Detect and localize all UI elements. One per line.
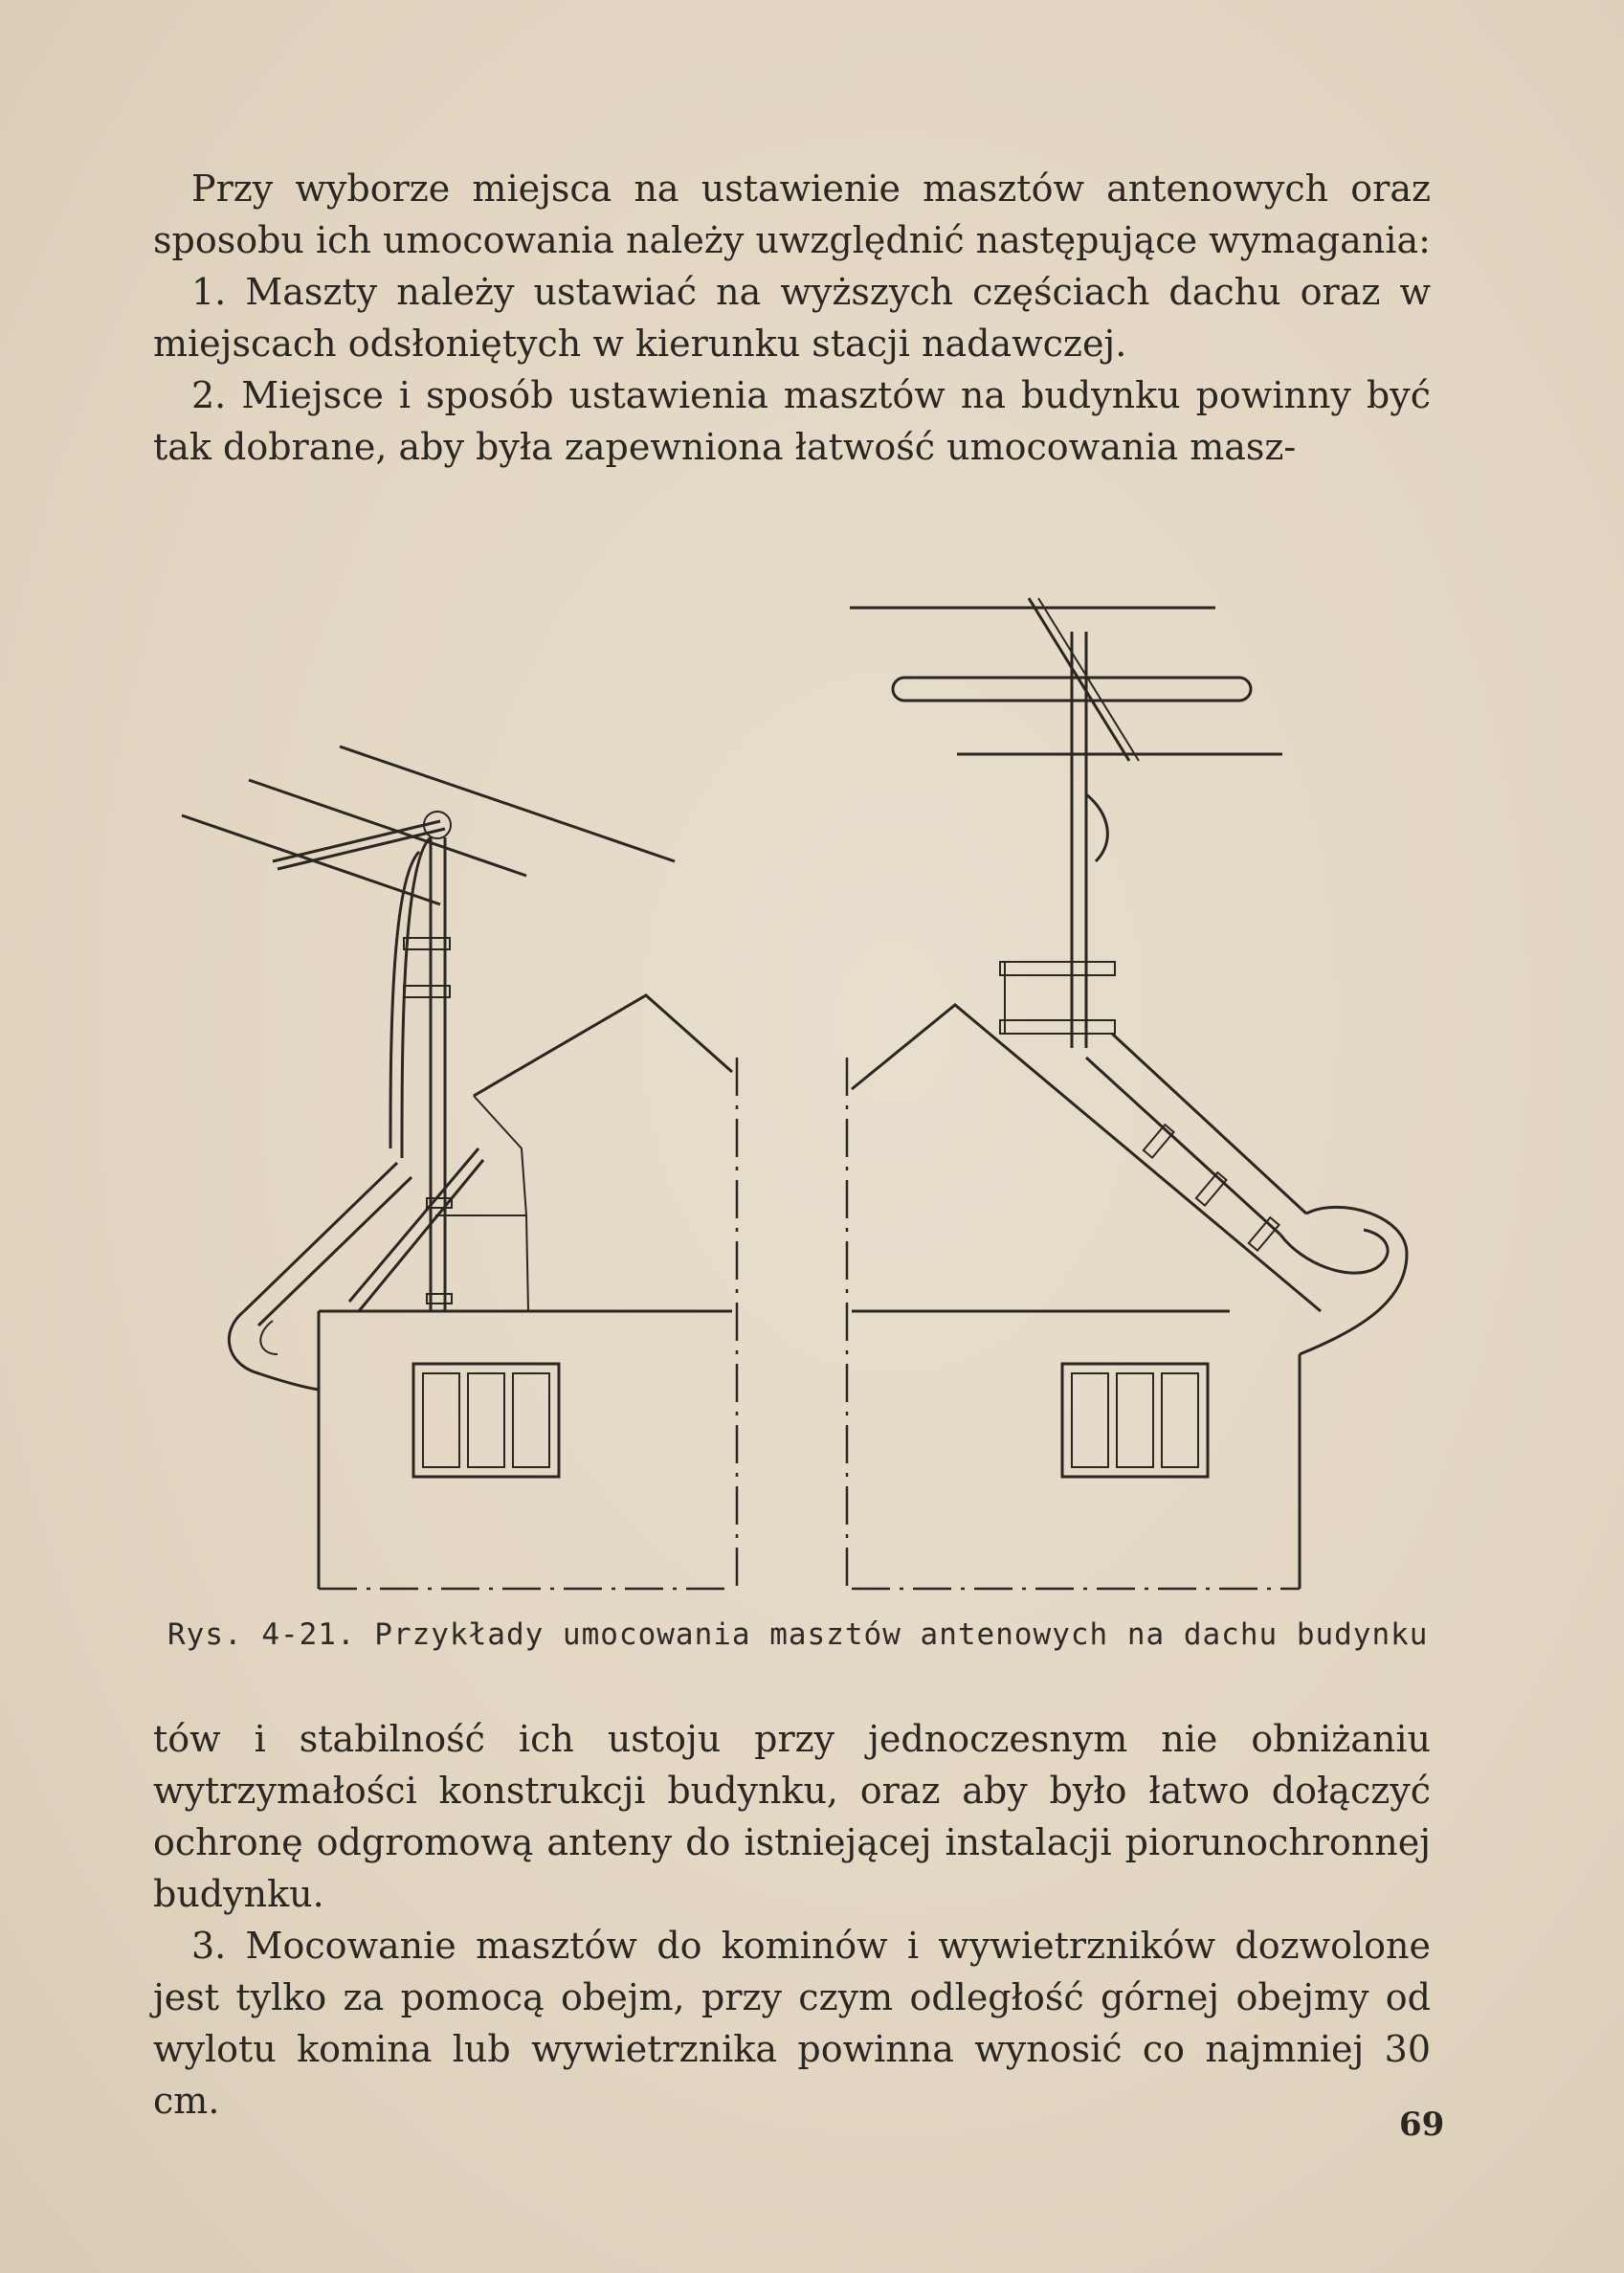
paragraph-requirement-2: 2. Miejsce i sposób ustawienia masztów na budynku powinny być tak dobrane, aby była zapewniona łatwość umocowania masz- (153, 374, 1431, 468)
antenna-mast-illustration (153, 574, 1455, 1637)
top-text (153, 163, 1431, 473)
left-window (413, 1364, 559, 1477)
paragraph-requirement-1: 1. Maszty należy ustawiać na wyższych częściach dachu oraz w miejscach odsłoniętych w kierunku stacji nadawczej. (153, 271, 1431, 365)
paragraph-continuation: tów i stabilność ich ustoju przy jednoczesnym nie obniżaniu wytrzymałości konstrukcji budynku, oraz aby było łatwo dołączyć ochronę odgromową anteny do istniejącej instalacji piorunochronnej budynku. (153, 1718, 1431, 1915)
right-window (1062, 1364, 1208, 1477)
page-number: 69 (1399, 2106, 1445, 2144)
right-house-drawing (847, 598, 1407, 1593)
paragraph-requirement-3: 3. Mocowanie masztów do kominów i wywietrzników dozwolone jest tylko za pomocą obejm, przy czym odległość górnej obejmy od wylotu komina lub wywietrznika powinna wynosić co najmniej 30 cm. (153, 1925, 1431, 2122)
paragraph-intro: Przy wyborze miejsca na ustawienie masztów antenowych oraz sposobu ich umocowania należy uwzględnić następujące wymagania: (153, 167, 1431, 261)
figure-caption: Rys. 4-21. Przykłady umocowania masztów antenowych na dachu budynku (167, 1617, 1429, 1652)
bottom-text (153, 1713, 1431, 2127)
